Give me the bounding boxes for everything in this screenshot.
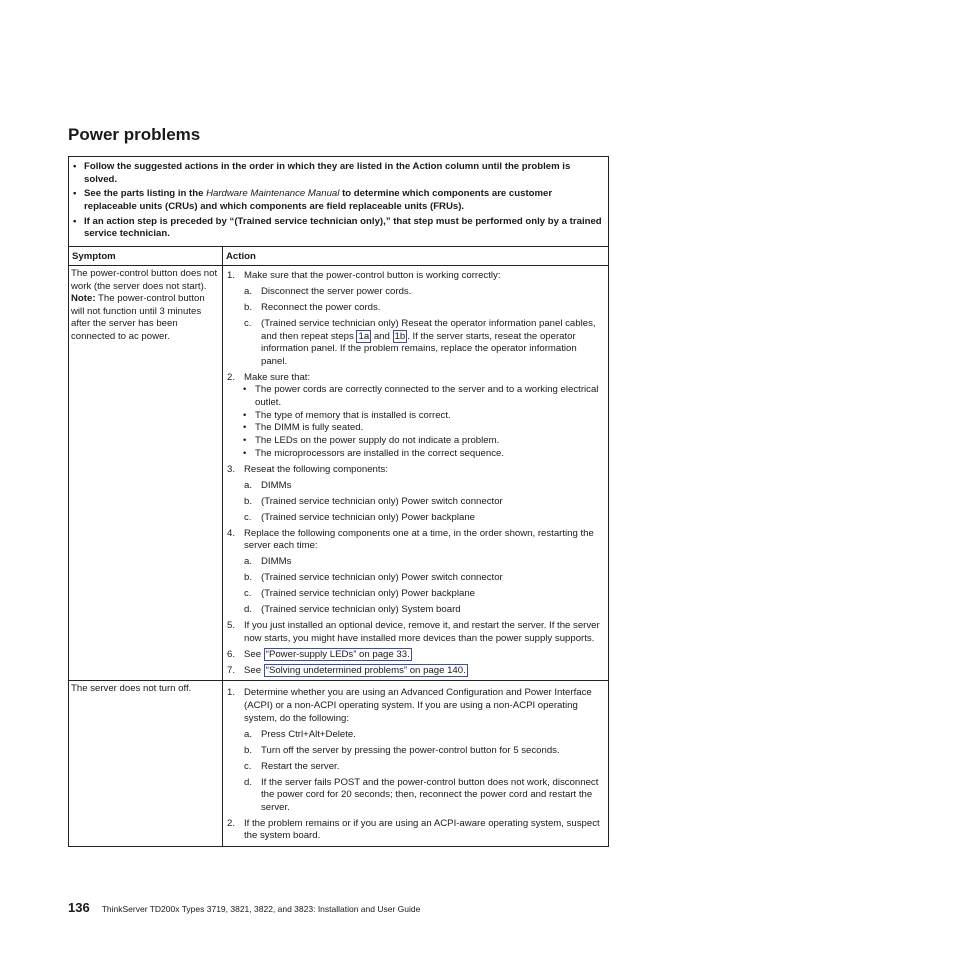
symptom-cell: The server does not turn off.	[69, 681, 223, 845]
undetermined-problems-link[interactable]: “Solving undetermined problems” on page 140.	[265, 664, 466, 676]
action-cell	[223, 681, 608, 845]
power-problems-table	[68, 156, 609, 847]
action-step: 2. If the problem remains or if you are using an ACPI-aware operating system, suspect the system board.	[227, 817, 600, 842]
action-step: 5. If you just installed an optional device, remove it, and restart the server. If the server now starts, you might have installed more devices than the power supply supports.	[227, 620, 600, 644]
action-cell	[223, 266, 608, 680]
table-instructions	[69, 157, 608, 247]
action-step: 7. See “Solving undetermined problems” on page 140.	[227, 664, 466, 676]
action-column-header: Action	[226, 251, 256, 263]
action-substep: b. (Trained service technician only) Power switch connector	[244, 495, 503, 507]
page-title: Power problems	[68, 125, 201, 144]
bullet-item: • The power cords are correctly connected to the server and to a working electrical outlet.	[243, 384, 599, 409]
instruction-item: • If an action step is preceded by “(Trained service technician only),” that step must be performed only by a trained service technician.	[73, 215, 602, 240]
action-substep: c. Restart the server.	[244, 760, 340, 772]
bullet-item: • The DIMM is fully seated.	[243, 422, 364, 434]
action-substep: c. (Trained service technician only) Reseat the operator information panel cables, and then repeat steps 1a and 1b . If the server starts, reseat the operator information panel. If the problem remains, replace the operator information panel.	[244, 318, 596, 367]
footer-text: ThinkServer TD200x Types 3719, 3821, 3822, and 3823: Installation and User Guide	[101, 904, 421, 914]
action-substep: a. DIMMs	[244, 479, 292, 491]
action-step: 6. See “Power-supply LEDs” on page 33.	[227, 648, 410, 660]
symptom-column-header: Symptom	[69, 247, 223, 265]
table-row	[69, 680, 608, 845]
action-substep: b. Turn off the server by pressing the power-control button for 5 seconds.	[244, 744, 560, 756]
power-supply-leds-link[interactable]: “Power-supply LEDs” on page 33.	[265, 648, 410, 660]
page-number: 136	[68, 900, 90, 915]
action-step: 2. Make sure that:	[227, 371, 311, 383]
bullet-marker: •	[73, 215, 77, 227]
instruction-item: • Follow the suggested actions in the order in which they are listed in the Action column until the problem is solved.	[73, 161, 571, 185]
action-substep: b. Reconnect the power cords.	[244, 302, 381, 314]
action-substep: d. (Trained service technician only) System board	[244, 604, 461, 616]
page-footer	[68, 900, 420, 915]
action-step: 3. Reseat the following components:	[227, 463, 388, 475]
action-substep: b. (Trained service technician only) Power switch connector	[244, 572, 503, 584]
manual-title: Hardware Maintenance Manual	[206, 188, 340, 200]
action-step: 1. Determine whether you are using an Advanced Configuration and Power Interface (ACPI) or a non-ACPI operating system. If you are using a non-ACPI operating system, do the following:	[227, 687, 592, 724]
action-substep: a. Press Ctrl+Alt+Delete.	[244, 728, 356, 740]
action-substep: a. Disconnect the server power cords.	[244, 286, 412, 298]
action-step: 1. Make sure that the power-control button is working correctly:	[227, 270, 501, 282]
action-substep: c. (Trained service technician only) Power backplane	[244, 588, 476, 600]
bullet-marker: •	[73, 161, 77, 172]
instruction-item: • See the parts listing in the Hardware Maintenance Manual to determine which components are customer replaceable units (CRUs) and which components are field replaceable units (FRUs).	[73, 188, 553, 212]
bullet-item: • The LEDs on the power supply do not indicate a problem.	[243, 435, 500, 447]
bullet-marker: •	[73, 188, 77, 200]
step-1a-link[interactable]: 1a	[358, 330, 370, 342]
bullet-item: • The microprocessors are installed in the correct sequence.	[243, 447, 505, 459]
table-row	[69, 266, 608, 680]
action-substep: a. DIMMs	[244, 556, 292, 568]
action-substep: c. (Trained service technician only) Power backplane	[244, 511, 476, 523]
table-header-row	[69, 247, 608, 266]
action-step: 4. Replace the following components one at a time, in the order shown, restarting the server each time:	[227, 527, 594, 552]
note-label: Note:	[71, 293, 96, 305]
step-1b-link[interactable]: 1b	[394, 330, 406, 342]
action-substep: d. If the server fails POST and the power-control button does not work, disconnect the power cord for 20 seconds; then, reconnect the power cord and restart the server.	[244, 776, 599, 813]
bullet-item: • The type of memory that is installed is correct.	[243, 409, 451, 421]
symptom-cell: The power-control button does not work (the server does not start). Note: The power-control button will not function until 3 minutes after the server has been connected to ac power.	[69, 266, 223, 680]
